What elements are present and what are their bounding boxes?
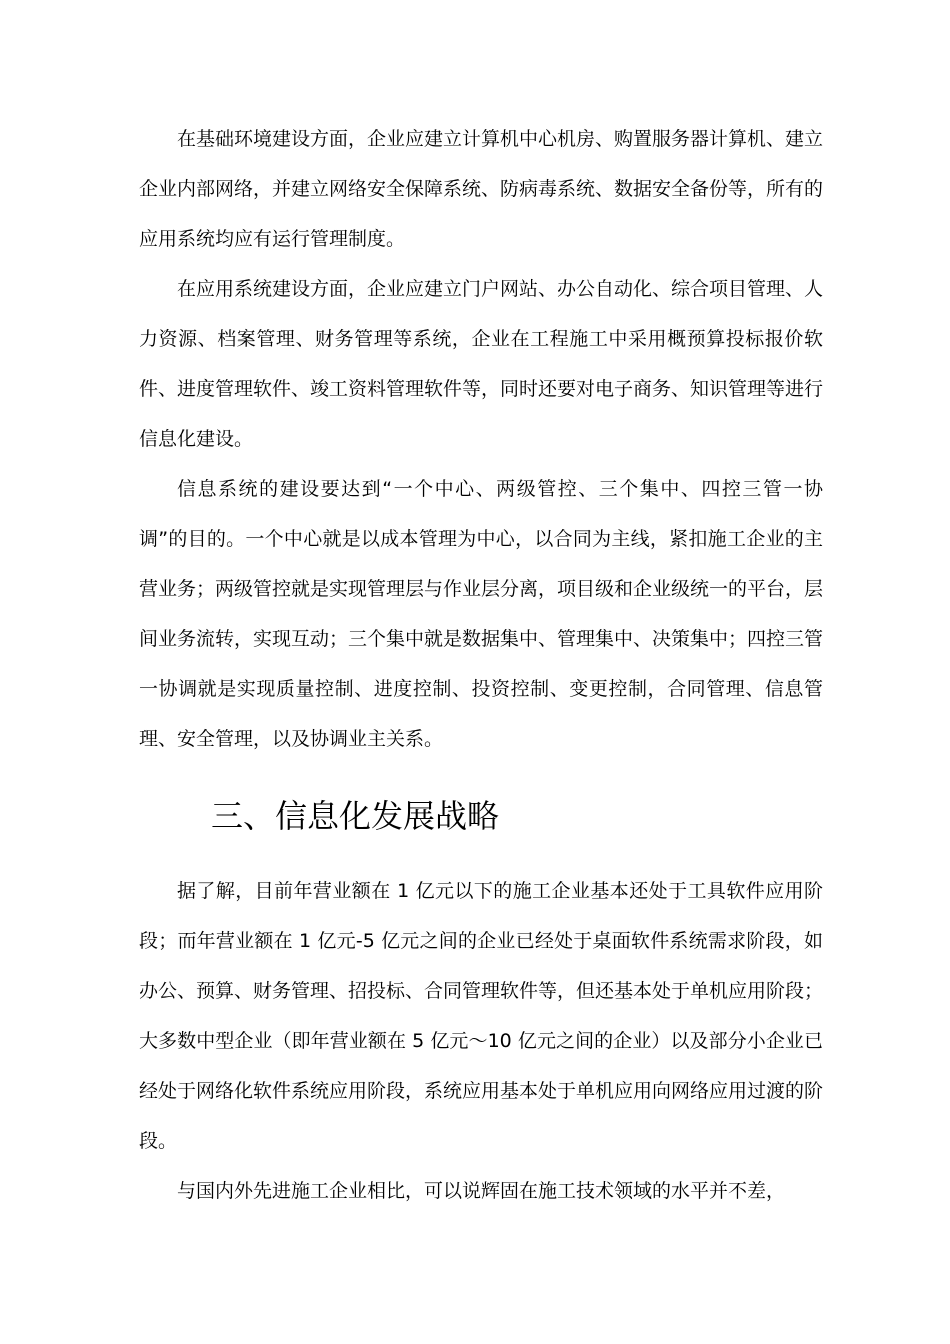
paragraph-infrastructure: 在基础环境建设方面，企业应建立计算机中心机房、购置服务器计算机、建立企业内部网络，并建立网络安全保障系统、防病毒系统、数据安全备份等，所有的应用系统均应有运行管理制度。 <box>139 128 824 250</box>
section-heading: 三、信息化发展战略 <box>211 797 500 835</box>
paragraph-comparison: 与国内外先进施工企业相比，可以说辉固在施工技术领域的水平并不差， <box>177 1180 786 1202</box>
document-body <box>139 114 823 1216</box>
paragraph-application-systems: 在应用系统建设方面，企业应建立门户网站、办公自动化、综合项目管理、人力资源、档案管理、财务管理等系统，企业在工程施工中采用概预算投标报价软件、进度管理软件、竣工资料管理软件等，同时还要对电子商务、知识管理等进行信息化建设。 <box>139 278 824 450</box>
paragraph-enterprise-stages: 据了解，目前年营业额在 1 亿元以下的施工企业基本还处于工具软件应用阶段；而年营业额在 1 亿元-5 亿元之间的企业已经处于桌面软件系统需求阶段，如办公、预算、财务管理、招投标、合同管理软件等，但还基本处于单机应用阶段；大多数中型企业（即年营业额在 5 亿元～10 亿元之间的企业）以及部分小企业已经处于网络化软件系统应用阶段，系统应用基本处于单机应用向网络应用过渡的阶段。 <box>139 880 824 1152</box>
paragraph-information-system-goals: 信息系统的建设要达到“一个中心、两级管控、三个集中、四控三管一协调”的目的。一个中心就是以成本管理为中心，以合同为主线，紧扣施工企业的主营业务；两级管控就是实现管理层与作业层分离，项目级和企业级统一的平台，层间业务流转，实现互动；三个集中就是数据集中、管理集中、决策集中；四控三管一协调就是实现质量控制、进度控制、投资控制、变更控制，合同管理、信息管理、安全管理，以及协调业主关系。 <box>139 478 824 750</box>
